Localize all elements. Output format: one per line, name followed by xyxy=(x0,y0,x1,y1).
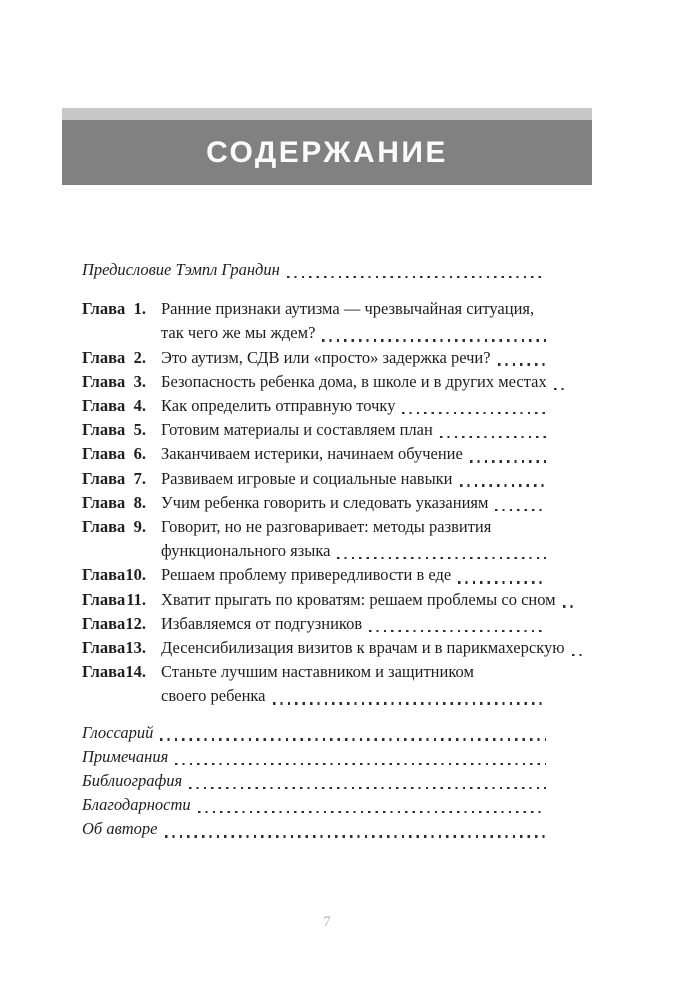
dot-leader xyxy=(498,363,546,365)
chapter-title-text: Говорит, но не разговаривает: методы развития xyxy=(161,517,492,537)
dot-leader xyxy=(198,811,546,813)
chapter-title-text: функционального языка xyxy=(161,541,331,561)
chapter-word: Глава xyxy=(82,444,126,464)
toc-preface-row xyxy=(82,258,547,282)
chapter-title-line xyxy=(161,321,547,345)
dot-leader xyxy=(175,763,546,765)
chapter-title-text: Ранние признаки аутизма — чрезвычайная ситуация, xyxy=(161,299,535,319)
chapter-title-line xyxy=(161,539,547,563)
toc-chapter-row xyxy=(82,491,547,515)
chapter-title xyxy=(161,515,547,563)
chapter-title-line xyxy=(161,563,547,587)
toc-chapter-row xyxy=(82,467,547,491)
back-matter-list xyxy=(82,721,547,842)
chapter-number: 12. xyxy=(125,613,146,633)
chapter-title-text: Развиваем игровые и социальные навыки xyxy=(161,468,453,488)
chapter-label xyxy=(82,515,146,539)
dot-leader xyxy=(440,436,546,438)
dot-leader xyxy=(563,605,573,607)
back-matter-row xyxy=(82,745,547,769)
chapter-number: 10. xyxy=(125,565,146,585)
chapter-title-line xyxy=(161,346,547,370)
chapter-list xyxy=(82,297,565,708)
chapter-number: 5. xyxy=(133,420,146,440)
chapter-word: Глава xyxy=(82,420,126,440)
back-matter-label: Примечания xyxy=(82,746,169,766)
chapter-label xyxy=(82,660,146,684)
chapter-number: 6. xyxy=(133,444,146,464)
chapter-title-line xyxy=(161,370,547,394)
chapter-title xyxy=(161,660,547,708)
dot-leader xyxy=(337,557,546,559)
toc-chapter-row xyxy=(82,418,547,442)
chapter-title xyxy=(161,346,547,370)
chapter-word: Глава xyxy=(82,371,126,391)
chapter-title xyxy=(161,418,547,442)
contents-banner xyxy=(62,108,592,185)
chapter-word: Глава xyxy=(82,565,126,585)
dot-leader xyxy=(458,581,546,583)
back-matter-row xyxy=(82,721,547,745)
chapter-title xyxy=(161,588,556,612)
chapter-label xyxy=(82,588,146,612)
chapter-title xyxy=(161,636,565,660)
chapter-word: Глава xyxy=(82,517,126,537)
toc-chapter-row xyxy=(82,612,547,636)
dot-leader xyxy=(470,460,546,462)
chapter-label xyxy=(82,636,146,660)
chapter-label xyxy=(82,418,146,442)
toc-chapter-row xyxy=(82,660,547,708)
back-matter-label: Благодарности xyxy=(82,795,191,815)
dot-leader xyxy=(165,835,547,837)
toc-chapter-row xyxy=(82,297,547,345)
chapter-word: Глава xyxy=(82,589,126,609)
chapter-title xyxy=(161,297,547,345)
chapter-word: Глава xyxy=(82,638,126,658)
chapter-title-line xyxy=(161,297,547,321)
chapter-title-line xyxy=(161,491,547,515)
chapter-title-line xyxy=(161,684,547,708)
toc-chapter-row xyxy=(82,394,547,418)
chapter-number: 11. xyxy=(126,589,146,609)
chapter-number: 9. xyxy=(133,517,146,537)
chapter-title-text: Десенсибилизация визитов к врачам и в парикмахерскую xyxy=(161,638,565,658)
chapter-title-line xyxy=(161,588,556,612)
chapter-number: 13. xyxy=(125,638,146,658)
chapter-title xyxy=(161,563,547,587)
dot-leader xyxy=(572,654,582,656)
chapter-title-line xyxy=(161,442,547,466)
chapter-title-line xyxy=(161,636,565,660)
chapter-word: Глава xyxy=(82,347,126,367)
banner-body xyxy=(62,120,592,185)
chapter-label xyxy=(82,612,146,636)
chapter-title-text: Станьте лучшим наставником и защитником xyxy=(161,662,474,682)
chapter-title xyxy=(161,442,547,466)
chapter-number: 2. xyxy=(133,347,146,367)
toc-chapter-row xyxy=(82,563,547,587)
chapter-title-text: Безопасность ребенка дома, в школе и в других местах xyxy=(161,371,547,391)
chapter-title-text: Хватит прыгать по кроватям: решаем проблемы со сном xyxy=(161,589,556,609)
chapter-label xyxy=(82,442,146,466)
chapter-number: 1. xyxy=(133,299,146,319)
dot-leader xyxy=(273,702,546,704)
chapter-number: 14. xyxy=(125,662,146,682)
chapter-title xyxy=(161,394,547,418)
toc-chapter-row xyxy=(82,346,547,370)
chapter-word: Глава xyxy=(82,613,126,633)
chapter-title-line xyxy=(161,660,547,684)
dot-leader xyxy=(554,388,564,390)
chapter-number: 4. xyxy=(133,396,146,416)
chapter-number: 8. xyxy=(133,492,146,512)
chapter-title xyxy=(161,491,547,515)
chapter-number: 3. xyxy=(133,371,146,391)
chapter-label xyxy=(82,491,146,515)
chapter-title-text: Это аутизм, СДВ или «просто» задержка речи? xyxy=(161,347,491,367)
dot-leader xyxy=(287,276,546,278)
chapter-title-line xyxy=(161,467,547,491)
chapter-title-line xyxy=(161,515,547,539)
toc-chapter-row xyxy=(82,442,547,466)
dot-leader xyxy=(322,339,546,341)
chapter-label xyxy=(82,563,146,587)
chapter-word: Глава xyxy=(82,662,126,682)
chapter-title-text: Избавляемся от подгузников xyxy=(161,613,363,633)
chapter-label xyxy=(82,346,146,370)
toc-chapter-row xyxy=(82,636,565,660)
table-of-contents xyxy=(82,258,565,842)
chapter-label xyxy=(82,467,146,491)
chapter-word: Глава xyxy=(82,299,126,319)
toc-chapter-row xyxy=(82,588,556,612)
chapter-label xyxy=(82,394,146,418)
preface-label: Предисловие Тэмпл Грандин xyxy=(82,260,280,279)
back-matter-label: Библиография xyxy=(82,771,183,791)
chapter-word: Глава xyxy=(82,492,126,512)
chapter-word: Глава xyxy=(82,396,126,416)
chapter-title-text: Заканчиваем истерики, начинаем обучение xyxy=(161,444,463,464)
chapter-title-line xyxy=(161,418,547,442)
chapter-title-text: своего ребенка xyxy=(161,686,266,706)
dot-leader xyxy=(402,412,546,414)
chapter-word: Глава xyxy=(82,468,126,488)
chapter-title xyxy=(161,612,547,636)
chapter-title-text: Решаем проблему привередливости в еде xyxy=(161,565,452,585)
page-number: 7 xyxy=(323,914,331,930)
dot-leader xyxy=(495,509,546,511)
chapter-title-text: так чего же мы ждем? xyxy=(161,323,316,343)
chapter-label xyxy=(82,370,146,394)
chapter-label xyxy=(82,297,146,321)
dot-leader xyxy=(460,484,546,486)
toc-chapter-row xyxy=(82,370,547,394)
back-matter-label: Об авторе xyxy=(82,819,158,839)
dot-leader xyxy=(369,630,546,632)
chapter-number: 7. xyxy=(133,468,146,488)
dot-leader xyxy=(160,738,546,740)
page-title: СОДЕРЖАНИЕ xyxy=(206,135,448,169)
chapter-title-line xyxy=(161,394,547,418)
chapter-title-text: Как определить отправную точку xyxy=(161,396,396,416)
toc-chapter-row xyxy=(82,515,547,563)
back-matter-label: Глоссарий xyxy=(82,722,154,742)
back-matter-row xyxy=(82,769,547,793)
banner-top-strip xyxy=(62,108,592,120)
dot-leader xyxy=(189,787,546,789)
chapter-title-line xyxy=(161,612,547,636)
chapter-title xyxy=(161,467,547,491)
chapter-title-text: Учим ребенка говорить и следовать указаниям xyxy=(161,492,489,512)
chapter-title-text: Готовим материалы и составляем план xyxy=(161,420,433,440)
back-matter-row xyxy=(82,817,547,841)
chapter-title xyxy=(161,370,547,394)
back-matter-row xyxy=(82,793,547,817)
